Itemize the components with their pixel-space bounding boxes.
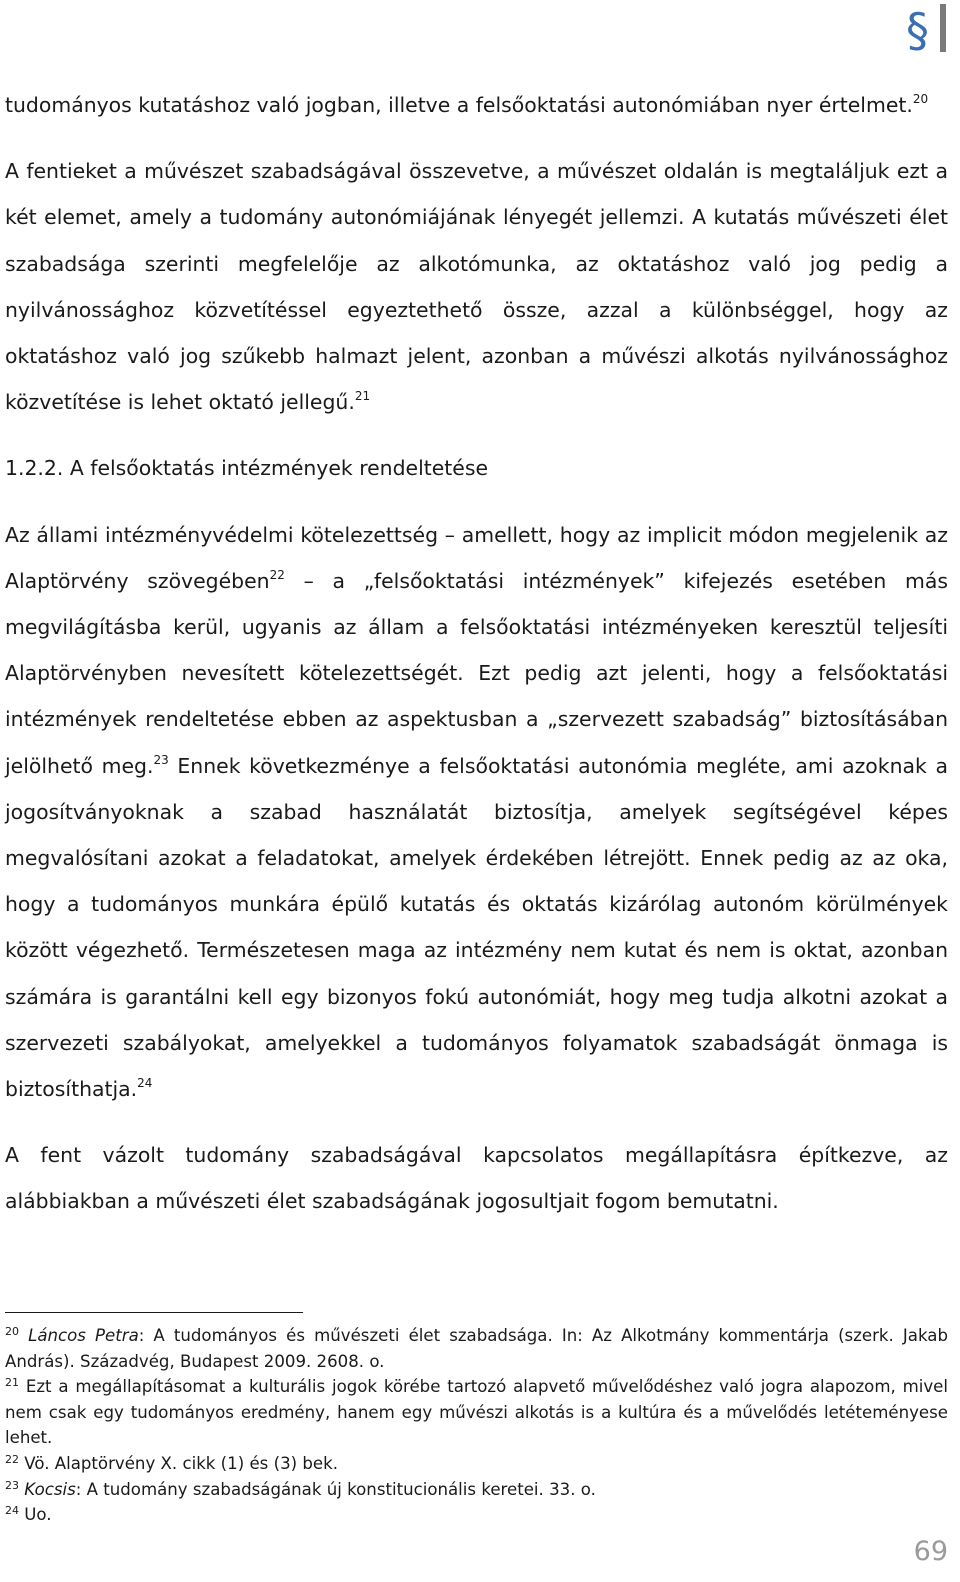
footnote-text: Ezt a megállapításomat a kulturális jogok körébe tartozó alapvető művelődéshez való jogra alapozom, mivel nem csak egy tudományos eredmény, hanem egy művészi alkotás is a kultúra és a művelődés letéteményese lehet. bbox=[5, 1377, 949, 1448]
section-heading: 1.2.2. A felsőoktatás intézmények rendeltetése bbox=[5, 456, 489, 481]
footnote-ref-24[interactable]: 24 bbox=[137, 1076, 153, 1091]
footnote-text: Uo. bbox=[24, 1505, 52, 1525]
footnote-21 bbox=[5, 1374, 948, 1451]
section-sign-logo-icon bbox=[904, 2, 952, 56]
footnote-author: Kocsis bbox=[24, 1479, 76, 1499]
paragraph-4 bbox=[5, 1132, 948, 1224]
paragraph-text: Ennek következménye a felsőoktatási autonómia megléte, ami azoknak a jogosítványoknak a szabad használatát biztosítja, amelyek segítségével képes megvalósítani azokat a feladatokat, amelyek érdekében létrejött. Ennek pedig az az oka, hogy a tudományos munkára épülő kutatás és oktatás kizárólag autonóm körülmények között végezhető. Természetesen maga az intézmény nem kutat és nem is oktat, azonban számára is garantálni kell egy bizonyos fokú autonómiát, hogy meg tudja alkotni azokat a szervezeti szabályokat, amelyekkel a tudományos folyamatok szabadságát önmaga is biztosíthatja. bbox=[5, 753, 948, 1102]
page-number: 69 bbox=[913, 1536, 948, 1567]
footnotes bbox=[5, 1323, 948, 1528]
paragraph-text: A fent vázolt tudomány szabadságával kapcsolatos megállapításra építkezve, az alábbiakban a művészeti élet szabadságának jogosultjait fogom bemutatni. bbox=[5, 1143, 948, 1214]
footnote-23 bbox=[5, 1477, 948, 1503]
footnote-divider bbox=[5, 1312, 303, 1313]
paragraph-2 bbox=[5, 148, 948, 425]
paragraph-3 bbox=[5, 512, 948, 1113]
footnote-text: : A tudomány szabadságának új konstitucionális keretei. 33. o. bbox=[75, 1479, 596, 1499]
paragraph-text: tudományos kutatáshoz való jogban, illetve a felsőoktatási autonómiában nyer értelmet. bbox=[5, 93, 913, 117]
footnote-number: 20 bbox=[5, 1325, 19, 1338]
footnote-ref-20[interactable]: 20 bbox=[912, 92, 929, 106]
footnote-ref-21[interactable]: 21 bbox=[354, 389, 371, 404]
footnote-number: 21 bbox=[5, 1376, 19, 1390]
footnote-author: Láncos Petra bbox=[28, 1326, 139, 1345]
footnote-number: 24 bbox=[5, 1504, 19, 1518]
footnote-text: : A tudományos és művészeti élet szabadsága. In: Az Alkotmány kommentárja (szerk. Jakab András). Századvég, Budapest 2009. 2608. o. bbox=[5, 1326, 948, 1371]
paragraph-text: A fentieket a művészet szabadságával összevetve, a művészet oldalán is megtaláljuk ezt a két elemet, amely a tudomány autonómiájának lényegét jellemzi. A kutatás művészeti élet szabadsága szerinti megfelelője az alkotómunka, az oktatáshoz való jog pedig a nyilvánossághoz közvetítéssel egyeztethető össze, azzal a különbséggel, hogy az oktatáshoz való jog szűkebb halmazt jelent, azonban a művészi alkotás nyilvánossághoz közvetítése is lehet oktató jellegű. bbox=[5, 159, 948, 415]
footnote-ref-22[interactable]: 22 bbox=[269, 567, 285, 582]
footnote-number: 22 bbox=[5, 1452, 19, 1466]
footnote-ref-23[interactable]: 23 bbox=[153, 752, 169, 767]
footnote-number: 23 bbox=[5, 1478, 19, 1492]
svg-text:§: § bbox=[906, 3, 929, 56]
footnote-text: Vö. Alaptörvény X. cikk (1) és (3) bek. bbox=[24, 1453, 338, 1473]
main-text bbox=[5, 82, 948, 1225]
footnote-24 bbox=[5, 1502, 948, 1528]
paragraph-1 bbox=[5, 82, 948, 128]
footnote-20 bbox=[5, 1323, 948, 1374]
paragraph-text: Az állami intézményvédelmi kötelezettség – amellett, hogy az implicit módon megjelenik az Alaptörvény szövegében bbox=[5, 522, 948, 593]
paragraph-text: – a „felsőoktatási intézmények” kifejezés esetében más megvilágításba kerül, ugyanis az állam a felsőoktatási intézményeken keresztül teljesíti Alaptörvényben nevesített kötelezettségét. Ezt pedig azt jelenti, hogy a felsőoktatási intézmények rendeltetése ebben az aspektusban a „szervezett szabadság” biztosításában jelölhető meg. bbox=[5, 568, 948, 778]
footnote-22 bbox=[5, 1451, 948, 1477]
